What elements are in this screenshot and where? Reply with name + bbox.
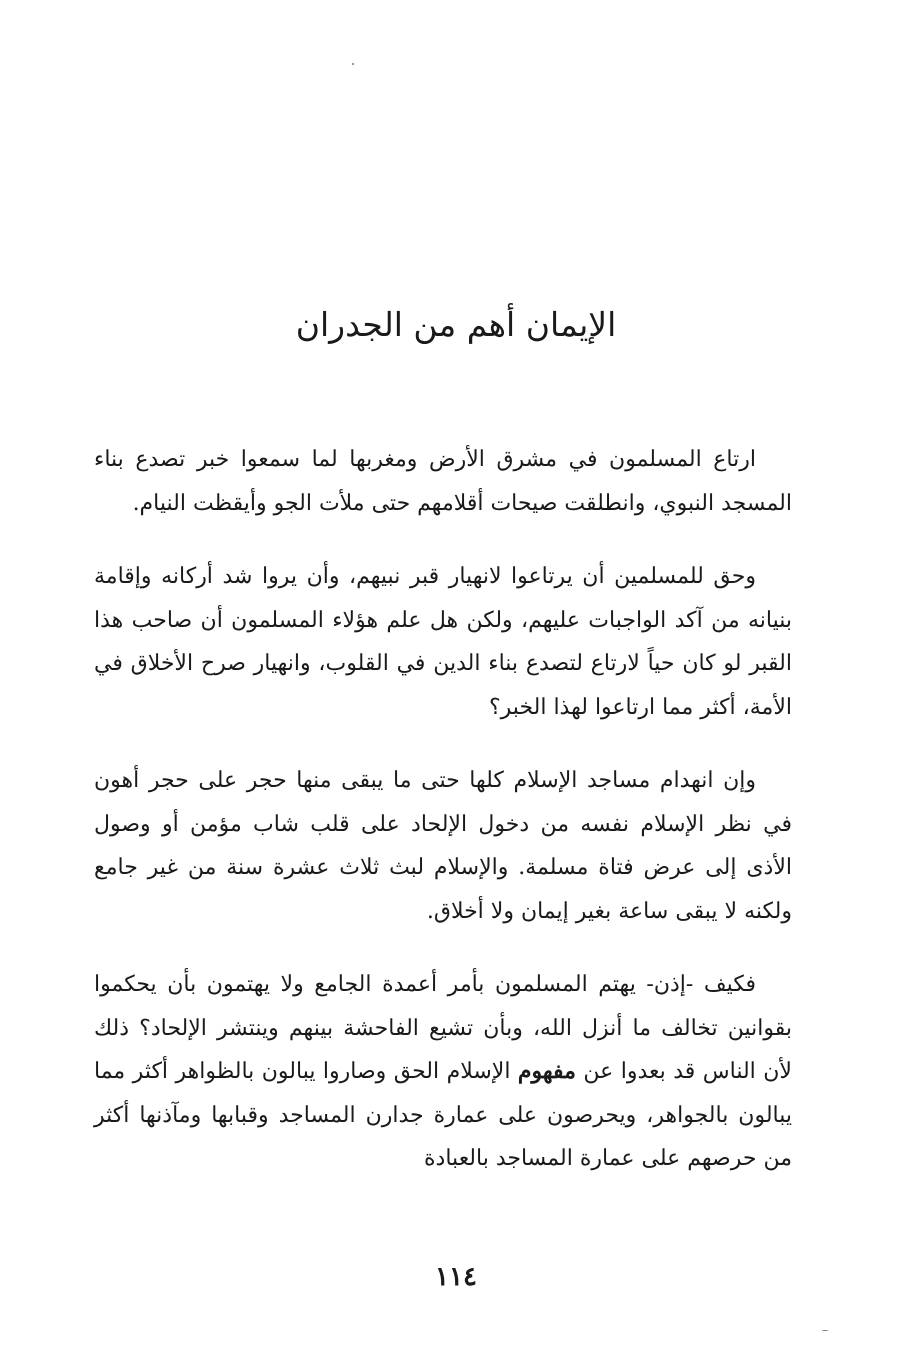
paragraph: وحق للمسلمين أن يرتاعوا لانهيار قبر نبيهم، وأن يروا شد أركانه وإقامة بنيانه من آكد الواجبات عليهم، ولكن هل علم هؤلاء المسلمون أن صاحب هذا القبر لو كان حياً لارتاع لتصدع بناء الدين في القلوب، وانهيار صرح الأخلاق في الأمة، أكثر مما ارتاعوا لهذا الخبر؟: [94, 564, 792, 720]
emphasized-word: مفهوم: [517, 1058, 576, 1084]
page-number: ١١٤: [435, 1262, 477, 1292]
scan-speck: [352, 63, 354, 65]
paragraph: ارتاع المسلمون في مشرق الأرض ومغربها لما سمعوا خبر تصدع بناء المسجد النبوي، وانطلقت صيحات أقلامهم حتى ملأت الجو وأيقظت النيام.: [94, 447, 792, 516]
chapter-body: [94, 438, 792, 1181]
paragraph-text-end: الإسلام الحق وصاروا يبالون بالظواهر أكثر مما يبالون بالجواهر، ويحرصون على عمارة جدارن المساجد وقبابها ومآذنها أكثر من حرصهم على عمارة المساجد بالعبادة: [94, 1059, 792, 1171]
chapter-title: الإيمان أهم من الجدران: [295, 305, 617, 344]
paragraph: [94, 963, 792, 1181]
paragraph-text-start: فكيف -إذن- يهتم المسلمون بأمر أعمدة الجامع ولا يهتمون بأن يحكموا بقوانين تخالف ما أنزل الله، وبأن تشيع الفاحشة بينهم وينتشر الإلحاد؟ ذلك لأن الناس قد بعدوا عن: [94, 972, 792, 1084]
paragraph: وإن انهدام مساجد الإسلام كلها حتى ما يبقى منها حجر على حجر أهون في نظر الإسلام نفسه من دخول الإلحاد على قلب شاب مؤمن أو وصول الأذى إلى عرض فتاة مسلمة. والإسلام لبث ثلاث عشرة سنة من غير جامع ولكنه لا يبقى ساعة بغير إيمان ولا أخلاق.: [94, 768, 792, 924]
scan-speck: [822, 1330, 828, 1331]
